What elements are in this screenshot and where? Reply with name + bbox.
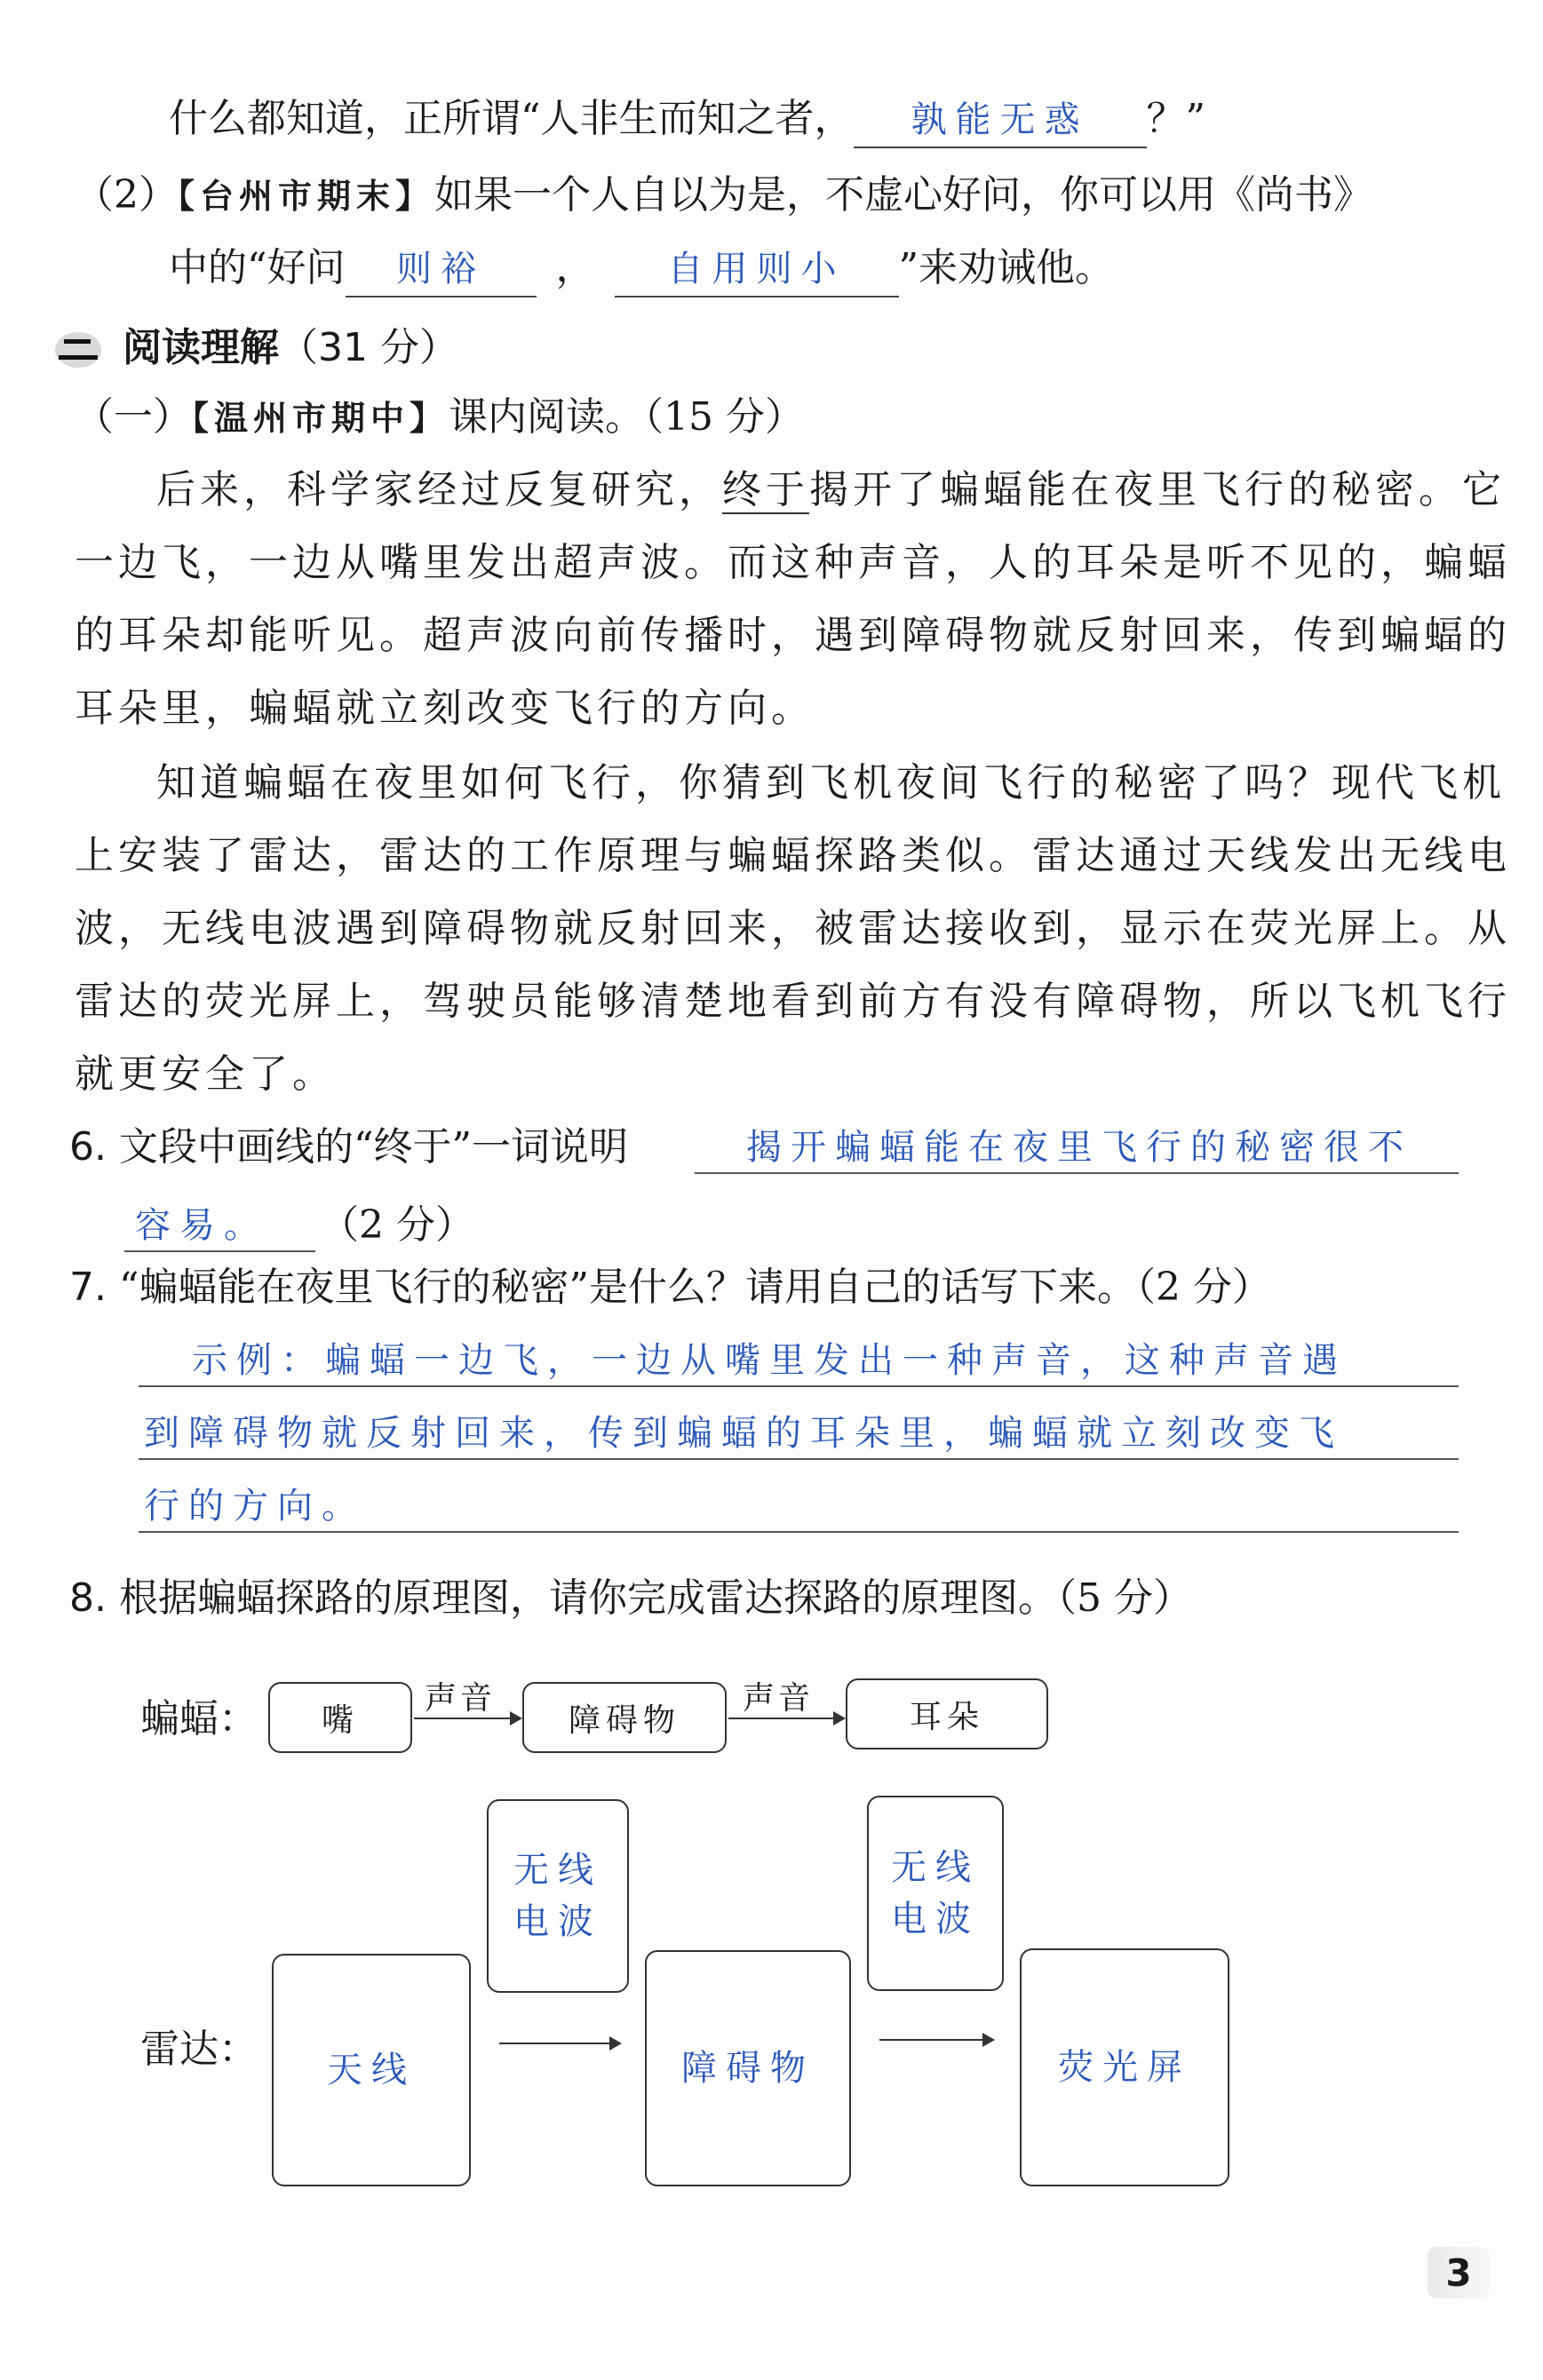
- question-text: 根据蝙蝠探路的原理图，请你完成雷达探路的原理图。（5 分）: [118, 1575, 1192, 1621]
- handwritten-answer-line-1: 揭开蝙蝠能在夜里飞行的秘密很不: [746, 1127, 1412, 1168]
- question-2-line-2: [169, 242, 1114, 298]
- handwritten-answer: 天线: [327, 2050, 416, 2090]
- question-2-line-1: [75, 169, 1372, 223]
- top-line-text: 什么都知道，正所谓“人非生而知之者，: [169, 96, 854, 141]
- question-text: 如果一个人自以为是，不虚心好问，你可以用《尚书》: [434, 172, 1373, 218]
- passage-text: 揭开了蝙蝠能在夜里飞行的秘密。它: [809, 467, 1506, 512]
- source-tag: 【温州市期中】: [192, 398, 449, 438]
- quote-prefix: 中的“好问: [169, 245, 346, 290]
- radar-signal-box: [487, 1799, 629, 1993]
- handwritten-answer-line: 行的方向。: [144, 1486, 366, 1527]
- radar-box-obstacle: [645, 1950, 851, 2186]
- answer-underline: [139, 1531, 1459, 1533]
- section-number-two-icon: [53, 329, 103, 371]
- part-1-heading: [75, 391, 804, 445]
- answer-underline: [124, 1250, 315, 1252]
- passage-line: 一边飞，一边从嘴里发出超声波。而这种声音，人的耳朵是听不见的，蝙蝠: [75, 540, 1511, 585]
- box-label: 障碍物: [568, 1702, 680, 1739]
- question-number: 8.: [69, 1575, 107, 1621]
- arrow-label: 声音: [743, 1680, 815, 1717]
- passage-line: 波，无线电波遇到障碍物就反射回来，被雷达接收到，显示在荧光屏上。从: [75, 906, 1511, 951]
- handwritten-answer-line-2: 容易。: [135, 1205, 268, 1246]
- quote-suffix: ”来劝诫他。: [898, 245, 1114, 290]
- answer-underline: [695, 1172, 1459, 1174]
- arrow-icon: [499, 2043, 620, 2044]
- comma: ，: [555, 245, 595, 290]
- passage-line: 雷达的荧光屏上，驾驶员能够清楚地看到前方有没有障碍物，所以飞机飞行: [75, 979, 1511, 1024]
- question-8: [69, 1572, 1192, 1625]
- part-number: （一）: [75, 394, 192, 440]
- question-number: 7.: [69, 1265, 107, 1310]
- radar-box-antenna: [272, 1954, 471, 2186]
- arrow-icon: [879, 2039, 993, 2041]
- radar-signal-box: [867, 1796, 1004, 1991]
- top-line: [169, 92, 1205, 148]
- passage-line: 知道蝙蝠在夜里如何飞行，你猜到飞机夜间飞行的秘密了吗？现代飞机: [156, 760, 1506, 805]
- answer-blank: [854, 92, 1147, 148]
- answer-underline: [139, 1458, 1459, 1460]
- handwritten-answer: 无线 电波: [513, 1850, 602, 1942]
- question-text: “蝙蝠能在夜里飞行的秘密”是什么？请用自己的话写下来。（2 分）: [118, 1265, 1271, 1310]
- bat-box-ear: [846, 1678, 1048, 1749]
- handwritten-answer: 荧光屏: [1058, 2047, 1191, 2088]
- question-number: （2）: [75, 172, 178, 218]
- radar-box-screen: [1020, 1948, 1229, 2186]
- passage-line: 耳朵里，蝙蝠就立刻改变飞行的方向。: [75, 686, 815, 731]
- question-7: [69, 1261, 1271, 1314]
- section-heading: [123, 321, 458, 375]
- arrow-label: 声音: [425, 1680, 497, 1717]
- passage-line: 的耳朵却能听见。超声波向前传播时，遇到障碍物就反射回来，传到蝙蝠的: [75, 613, 1511, 658]
- top-line-tail: ？”: [1146, 96, 1205, 141]
- box-label: 嘴: [321, 1702, 359, 1739]
- answer-blank-1: [346, 242, 537, 298]
- passage-line: 上安装了雷达，雷达的工作原理与蝙蝠探路类似。雷达通过天线发出无线电: [75, 833, 1511, 878]
- radar-label: 雷达：: [140, 2027, 258, 2072]
- handwritten-answer: 孰能无惑: [911, 99, 1089, 140]
- question-number: 6.: [69, 1124, 107, 1170]
- bat-box-mouth: [268, 1682, 412, 1753]
- section-score: （31 分）: [279, 325, 458, 370]
- source-tag: 【台州市期末】: [178, 176, 435, 216]
- passage-text: 后来，科学家经过反复研究，: [156, 467, 722, 512]
- answer-underline: [139, 1385, 1459, 1387]
- handwritten-answer-1: 则裕: [396, 249, 485, 290]
- page-number: 3: [1428, 2247, 1490, 2298]
- handwritten-answer: 无线 电波: [891, 1847, 980, 1940]
- answer-blank-2: [615, 242, 899, 298]
- handwritten-answer-line: 示例：蝙蝠一边飞，一边从嘴里发出一种声音，这种声音遇: [192, 1340, 1347, 1381]
- bat-label: 蝙蝠：: [140, 1696, 258, 1741]
- section-title: 阅读理解: [123, 325, 279, 370]
- underlined-word: 终于: [722, 467, 809, 512]
- passage-line: [156, 464, 1506, 517]
- passage-line: 就更安全了。: [75, 1051, 336, 1097]
- question-score: （2 分）: [320, 1202, 474, 1248]
- bat-box-obstacle: [522, 1682, 727, 1753]
- question-text: 文段中画线的“终于”一词说明: [118, 1124, 628, 1170]
- part-text: 课内阅读。（15 分）: [449, 394, 804, 440]
- handwritten-answer: 障碍物: [681, 2048, 815, 2089]
- question-6: [69, 1121, 628, 1174]
- handwritten-answer-line: 到障碍物就反射回来，传到蝙蝠的耳朵里，蝙蝠就立刻改变飞: [144, 1413, 1343, 1454]
- box-label: 耳朵: [909, 1698, 984, 1735]
- handwritten-answer-2: 自用则小: [667, 249, 846, 290]
